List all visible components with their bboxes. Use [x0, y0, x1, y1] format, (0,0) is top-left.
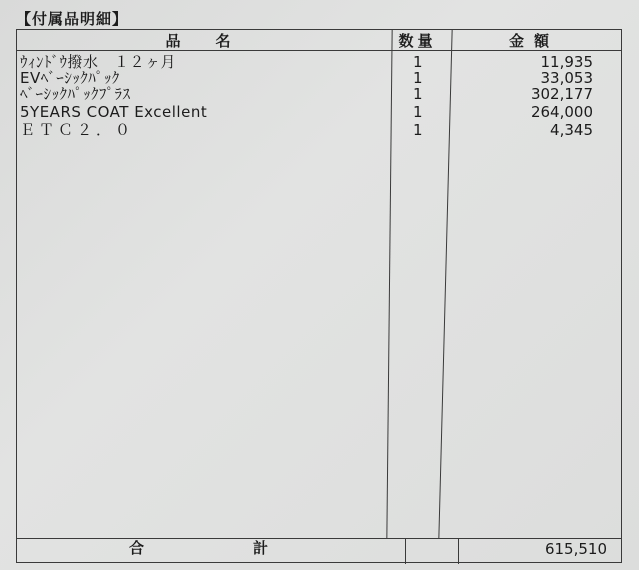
- item-quantity: 1: [413, 121, 423, 139]
- total-label-right: 計: [253, 539, 269, 557]
- column-divider-amount-total: [458, 538, 459, 564]
- table-row: [17, 86, 621, 102]
- item-name: ﾍﾞｰｼｯｸﾊﾟｯｸﾌﾟﾗｽ: [20, 85, 131, 103]
- column-divider-qty-total: [405, 538, 406, 564]
- item-amount: 264,000: [530, 103, 593, 121]
- table-row: [17, 122, 621, 138]
- total-amount: 615,510: [544, 540, 607, 558]
- item-name: EVﾍﾞｰｼｯｸﾊﾟｯｸ: [20, 69, 120, 87]
- item-amount: 33,053: [540, 69, 593, 87]
- item-name: 5YEARS COAT Excellent: [20, 103, 208, 121]
- table-row: [17, 70, 621, 86]
- table-row: [17, 54, 621, 70]
- table-row: [17, 104, 621, 120]
- item-name: ｳｨﾝﾄﾞｳ撥水 １２ヶ月: [20, 53, 177, 71]
- item-amount: 4,345: [550, 121, 593, 139]
- total-label-left: 合: [129, 539, 145, 557]
- item-quantity: 1: [413, 53, 423, 71]
- header-divider: [17, 50, 621, 51]
- section-title: 【付属品明細】: [16, 10, 129, 28]
- header-item-name: 品 名: [165, 32, 241, 50]
- item-quantity: 1: [413, 69, 423, 87]
- header-quantity: 数量: [398, 32, 437, 50]
- item-quantity: 1: [413, 103, 423, 121]
- total-divider: [17, 538, 621, 539]
- items-table: [16, 29, 622, 563]
- item-name: ＥＴＣ２．０: [20, 121, 135, 139]
- item-amount: 302,177: [530, 85, 593, 103]
- header-amount: 金額: [508, 32, 559, 50]
- item-amount: 11,935: [540, 53, 593, 71]
- item-quantity: 1: [413, 85, 423, 103]
